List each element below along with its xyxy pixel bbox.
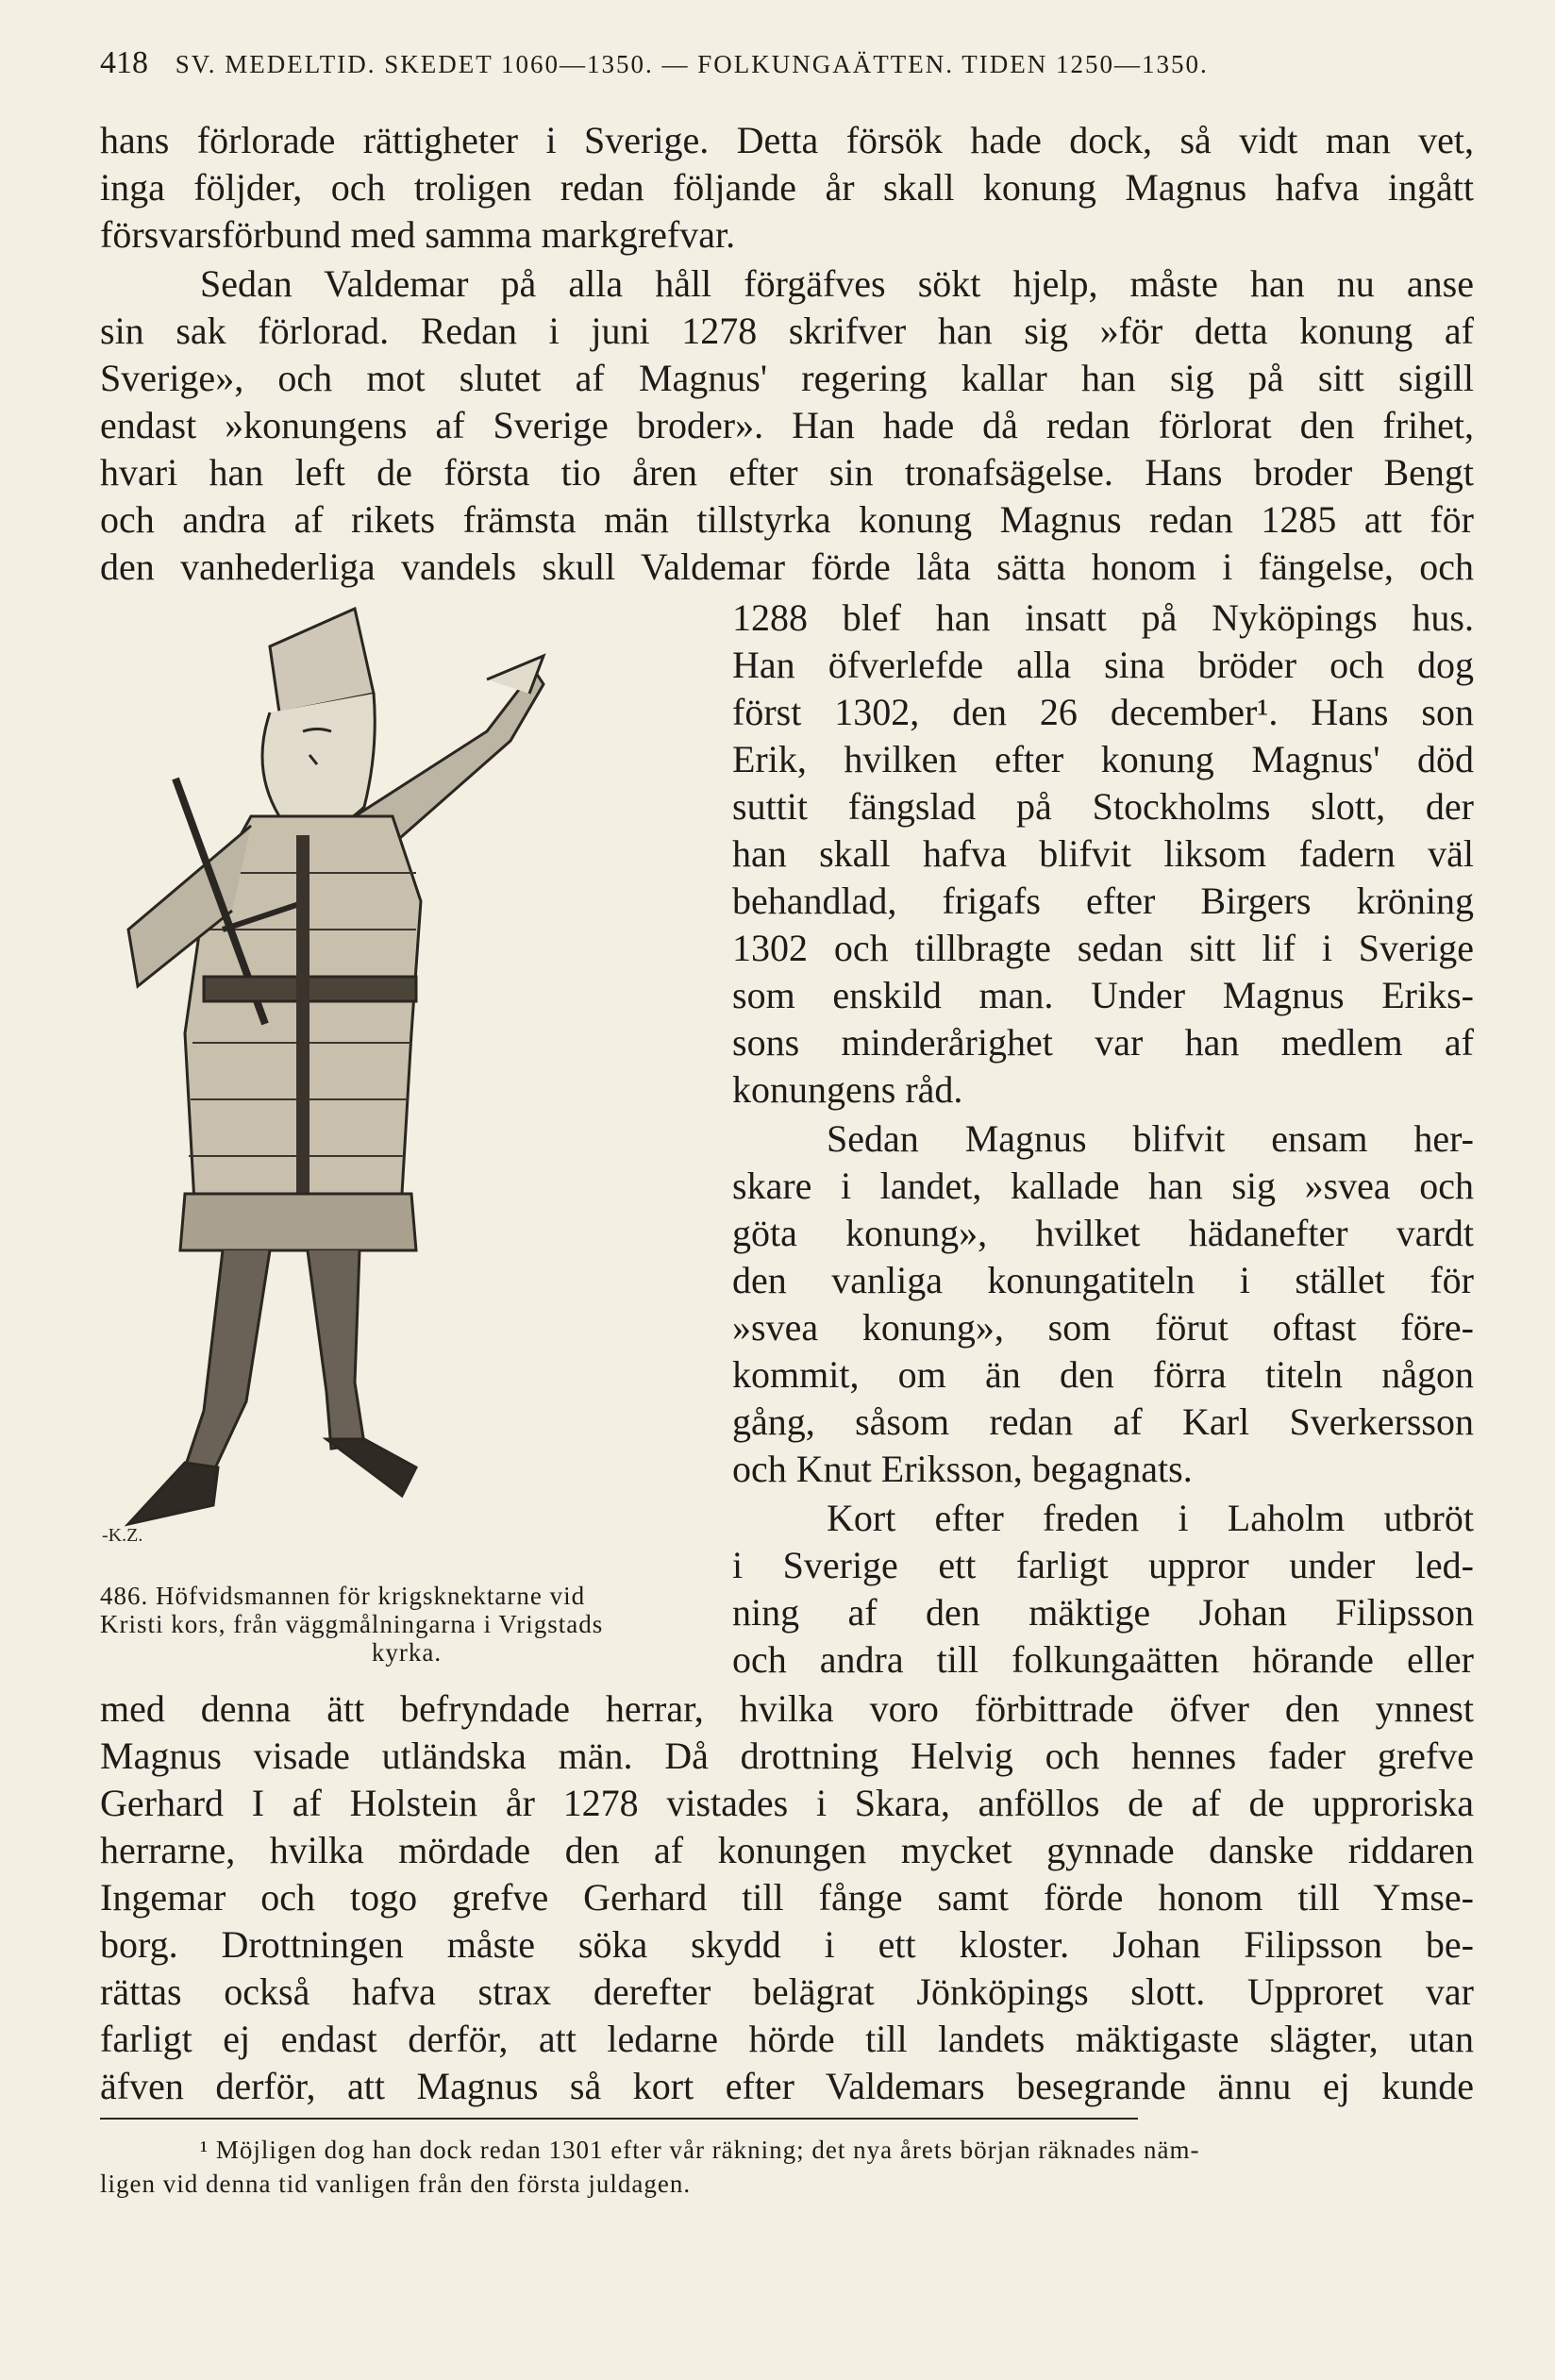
- body-line: rättas också hafva strax derefter belägrat Jönköpings slott. Upproret var: [100, 1970, 1474, 2013]
- body-line: borg. Drottningen måste söka skydd i ett kloster. Johan Filipsson be-: [100, 1923, 1474, 1966]
- body-line: den vanliga konungatiteln i stället för: [732, 1259, 1474, 1301]
- body-line: sin sak förlorad. Redan i juni 1278 skrifver han sig »för detta konung af: [100, 310, 1474, 352]
- body-line: Sverige», och mot slutet af Magnus' regering kallar han sig på sitt sigill: [100, 357, 1474, 399]
- body-line: försvarsförbund med samma markgrefvar.: [100, 213, 736, 256]
- footnote-divider: [100, 2118, 1138, 2120]
- caption-line: Kristi kors, från väggmålningarna i Vrigstads: [100, 1610, 604, 1638]
- footnote-line: ligen vid denna tid vanligen från den första juldagen.: [100, 2170, 692, 2198]
- running-title: SV. MEDELTID. SKEDET 1060—1350. — FOLKUNGAÄTTEN. TIDEN 1250—1350.: [175, 50, 1209, 78]
- body-line: ning af den mäktige Johan Filipsson: [732, 1591, 1474, 1634]
- body-line: som enskild man. Under Magnus Eriks-: [732, 974, 1474, 1016]
- figure-caption: [100, 1582, 713, 1667]
- body-line: »svea konung», som förut oftast före-: [732, 1306, 1474, 1349]
- body-line: Erik, hvilken efter konung Magnus' död: [732, 738, 1474, 780]
- body-line: sons minderårighet var han medlem af: [732, 1021, 1474, 1064]
- body-line: äfven derför, att Magnus så kort efter Valdemars besegrande ännu ej kunde: [100, 2065, 1474, 2107]
- body-line: hans förlorade rättigheter i Sverige. Detta försök hade dock, så vidt man vet,: [100, 119, 1474, 161]
- artist-mark: -K.Z.: [102, 1525, 143, 1546]
- body-line: suttit fängslad på Stockholms slott, der: [732, 785, 1474, 828]
- body-line: behandlad, frigafs efter Birgers kröning: [732, 880, 1474, 922]
- body-line: göta konung», hvilket hädanefter vardt: [732, 1212, 1474, 1254]
- body-line: han skall hafva blifvit liksom fadern väl: [732, 832, 1474, 875]
- running-header: [100, 45, 1534, 81]
- body-line: 1288 blef han insatt på Nyköpings hus.: [732, 596, 1474, 639]
- page-number: 418: [100, 45, 148, 80]
- body-line: gång, såsom redan af Karl Sverkersson: [732, 1400, 1474, 1443]
- body-line: Sedan Magnus blifvit ensam her-: [827, 1117, 1474, 1160]
- body-line: och Knut Eriksson, begagnats.: [732, 1448, 1193, 1490]
- body-line: endast »konungens af Sverige broder». Han hade då redan förlorat den frihet,: [100, 404, 1474, 446]
- body-line: och andra af rikets främsta män tillstyrka konung Magnus redan 1285 att för: [100, 498, 1474, 541]
- body-line: Han öfverlefde alla sina bröder och dog: [732, 644, 1474, 686]
- body-line: först 1302, den 26 december¹. Hans son: [732, 691, 1474, 733]
- body-line: och andra till folkungaätten hörande eller: [732, 1638, 1474, 1681]
- body-line: Ingemar och togo grefve Gerhard till fånge samt förde honom till Ymse-: [100, 1876, 1474, 1919]
- soldier-drawing: [91, 590, 694, 1552]
- body-line: den vanhederliga vandels skull Valdemar förde låta sätta honom i fängelse, och: [100, 545, 1474, 588]
- soldier-illustration: [91, 590, 694, 1552]
- body-line: med denna ätt befryndade herrar, hvilka voro förbittrade öfver den ynnest: [100, 1687, 1474, 1730]
- body-line: kommit, om än den förra titeln någon: [732, 1353, 1474, 1396]
- caption-line: kyrka.: [371, 1638, 443, 1667]
- body-line: Magnus visade utländska män. Då drottning Helvig och hennes fader grefve: [100, 1735, 1474, 1777]
- body-line: hvari han left de första tio åren efter sin tronafsägelse. Hans broder Bengt: [100, 451, 1474, 494]
- body-line: farligt ej endast derför, att ledarne hörde till landets mäktigaste slägter, utan: [100, 2018, 1474, 2060]
- body-line: 1302 och tillbragte sedan sitt lif i Sverige: [732, 927, 1474, 969]
- caption-line: 486. Höfvidsmannen för krigsknektarne vid: [100, 1582, 586, 1610]
- body-line: konungens råd.: [732, 1068, 963, 1111]
- body-line: skare i landet, kallade han sig »svea och: [732, 1165, 1474, 1207]
- body-line: Gerhard I af Holstein år 1278 vistades i Skara, anföllos de af de upproriska: [100, 1782, 1474, 1824]
- body-line: Sedan Valdemar på alla håll förgäfves sökt hjelp, måste han nu anse: [200, 262, 1474, 305]
- body-line: Kort efter freden i Laholm utbröt: [827, 1497, 1474, 1539]
- footnote-line: ¹ Möjligen dog han dock redan 1301 efter vår räkning; det nya årets början räknades näm-: [200, 2136, 1200, 2164]
- body-line: i Sverige ett farligt uppror under led-: [732, 1544, 1474, 1586]
- body-line: inga följder, och troligen redan följande år skall konung Magnus hafva ingått: [100, 166, 1474, 209]
- body-line: herrarne, hvilka mördade den af konungen mycket gynnade danske riddaren: [100, 1829, 1474, 1871]
